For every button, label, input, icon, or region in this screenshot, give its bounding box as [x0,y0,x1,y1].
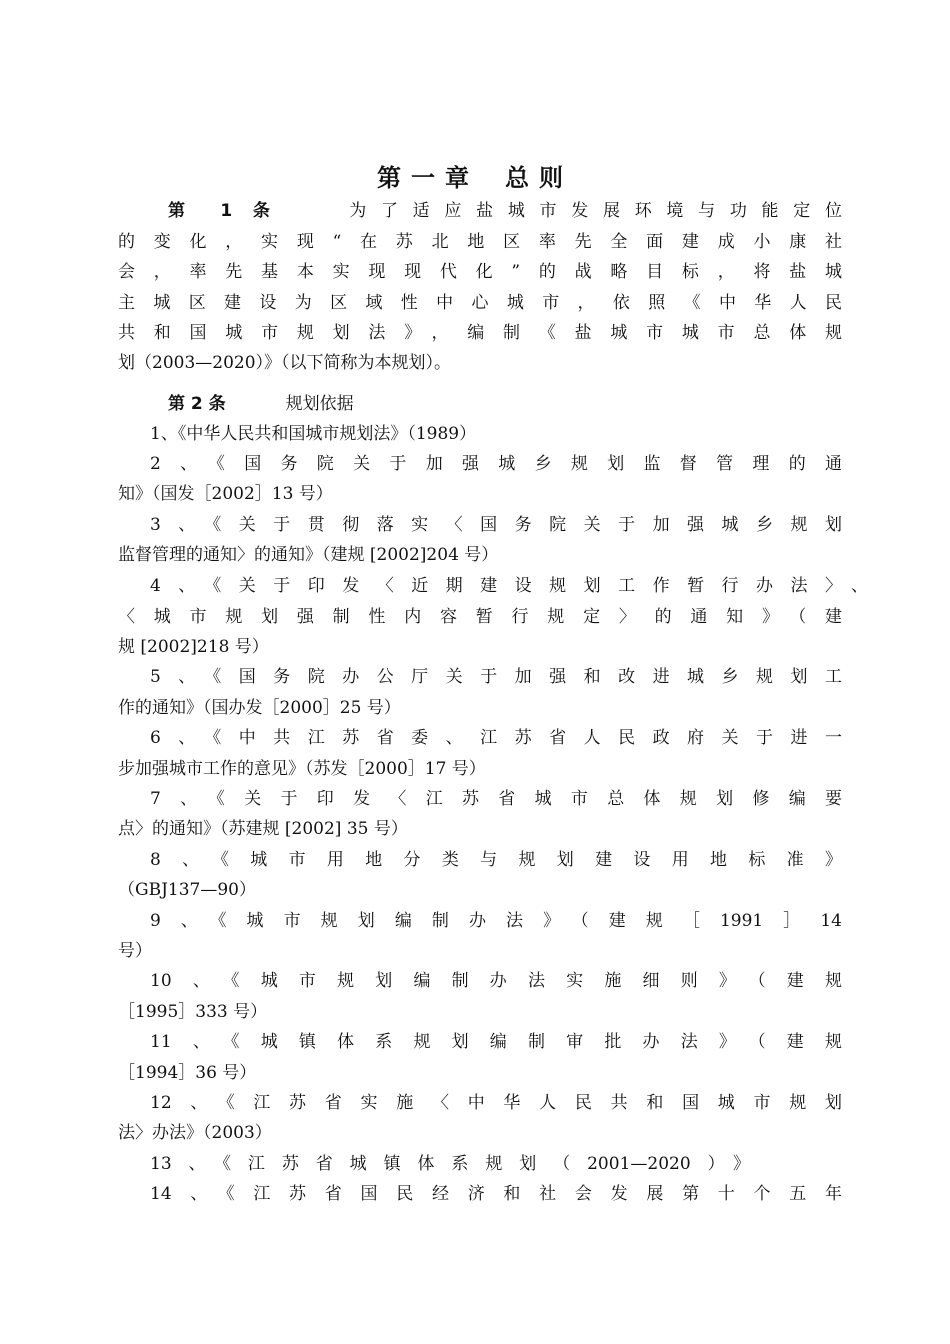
basis-item-cont: 〈城市规划强制性内容暂行规定〉的通知》（建 [118,607,842,627]
basis-item-cont: 规 [2002]218 号） [118,637,269,657]
article-2-heading: 规划依据 [285,394,354,414]
basis-item: 4、《关于印发〈近期建设规划工作暂行办法〉、 [150,576,868,596]
basis-item: 2、《国务院关于加强城乡规划监督管理的通 [150,454,842,474]
basis-item: 6、《中共江苏省委、江苏省人民政府关于进一 [150,728,842,748]
article-1-line: 会，率先基本实现现代化”的战略目标，将盐城 [118,262,842,282]
chapter-number: 第一章 [377,164,479,192]
article-1-line: 主城区建设为区域性中心城市，依照《中华人民 [118,293,842,313]
article-1-line: 划（2003—2020）》（以下简称为本规划）。 [118,353,452,373]
basis-item-cont: （GBJ137—90） [118,880,256,900]
basis-item-cont: ［1995］333 号） [118,1002,268,1022]
basis-item: 7、《关于印发〈江苏省城市总体规划修编要 [150,789,842,809]
basis-item: 13、《江苏省城镇体系规划（2001—2020）》 [150,1154,750,1174]
basis-item: 5、《国务院办公厅关于加强和改进城乡规划工 [150,667,842,687]
basis-item-cont: 知》（国发［2002］13 号） [118,484,333,504]
basis-item: 3、《关于贯彻落实〈国务院关于加强城乡规划 [150,515,842,535]
basis-item: 8、《城市用地分类与规划建设用地标准》 [150,850,842,870]
basis-item-cont: 作的通知》（国办发［2000］25 号） [118,698,401,718]
basis-item: 14、《江苏省国民经济和社会发展第十个五年 [150,1184,842,1204]
basis-item-cont: 监督管理的通知〉的通知》（建规 [2002]204 号） [118,545,499,565]
basis-item: 10、《城市规划编制办法实施细则》（建规 [150,971,842,991]
chapter-title [0,158,950,193]
article-2-label: 第 2 条 [168,394,226,414]
basis-item-cont: 点〉的通知》（苏建规 [2002] 35 号） [118,819,408,839]
article-1-line: 的变化，实现“在苏北地区率先全面建成小康社 [118,232,842,252]
article-2-header [168,391,842,417]
basis-item-cont: 号） [118,941,152,961]
basis-item: 11、《城镇体系规划编制审批办法》（建规 [150,1032,842,1052]
basis-item: 12、《江苏省实施〈中华人民共和国城市规划 [150,1093,842,1113]
article-1-line: 共和国城市规划法》，编制《盐城市城市总体规 [118,323,842,343]
article-1-text: 为了适应盐城市发展环境与功能定位 [334,201,842,221]
basis-item-cont: ［1994］36 号） [118,1063,257,1083]
basis-item-cont: 步加强城市工作的意见》（苏发［2000］17 号） [118,759,486,779]
article-1-first-line [168,198,842,224]
basis-item: 9、《城市规划编制办法》（建规［1991］14 [150,911,842,931]
article-1-label: 第 1 条 [168,201,285,221]
basis-item-cont: 法〉办法》（2003） [118,1123,272,1143]
chapter-name: 总则 [505,164,573,192]
basis-item: 1、《中华人民共和国城市规划法》（1989） [150,424,477,444]
